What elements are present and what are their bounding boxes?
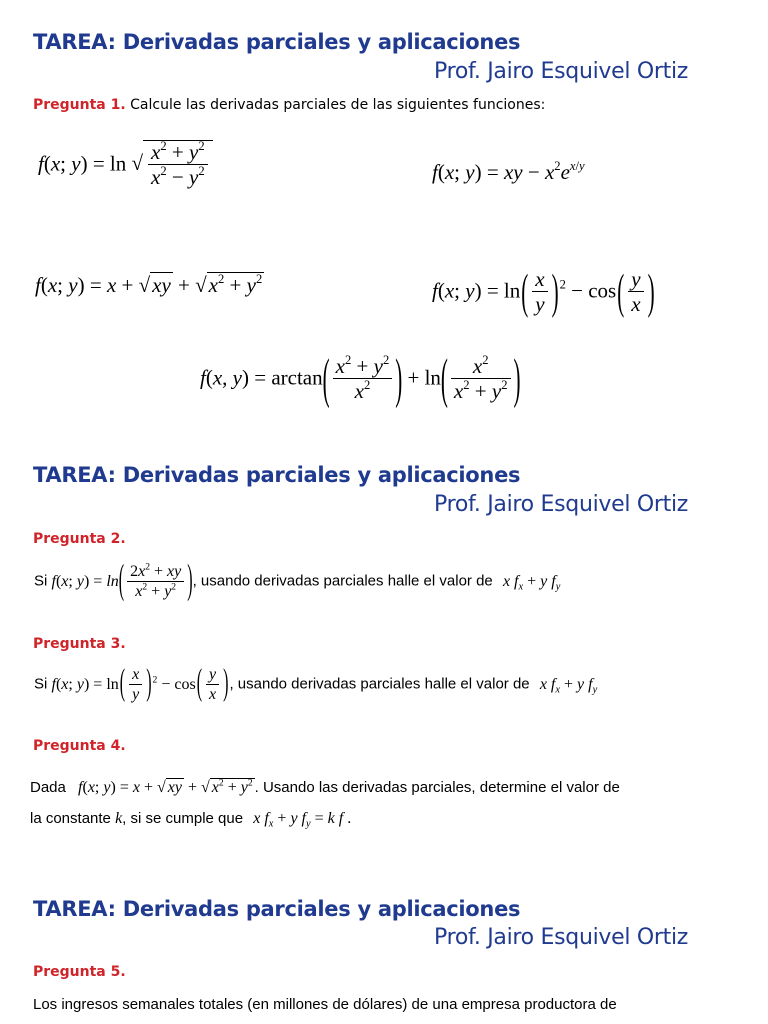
question-4-text2: la constante (30, 810, 111, 827)
formula-1a: f(x; y) = ln √ $\frac{x^2 + y^2}{x^2 - y^2}$ (38, 140, 213, 190)
formula-1d: f(x; y) = ln( $\frac{x}{y}$ )$^2$ − cos( $\frac{y}{x}$ ) (432, 263, 655, 320)
section-title-2: TAREA: Derivadas parciales y aplicaciones (33, 463, 521, 487)
question-3-text: Si f(x; y) = ln( $\frac{x}{y}$ )$^2$ − cos( $\frac{y}{x}$ ), usando derivadas parciales halle el valor de x $f_x + y$ $f_y$ (34, 664, 598, 704)
question-3-si: Si (34, 675, 48, 693)
question-2-body: , usando derivadas parciales halle el valor de (192, 572, 493, 590)
question-1-text: Calcule las derivadas parciales de las siguientes funciones: (130, 97, 546, 113)
question-5-text: Los ingresos semanales totales (en millones de dólares) de una empresa productora de (33, 996, 617, 1013)
question-1 (33, 97, 545, 113)
question-4-label: Pregunta 4. (33, 738, 126, 754)
professor-name-1: Prof. Jairo Esquivel Ortiz (434, 59, 689, 84)
question-4-line1: Dada f(x; y) = x + √ xy + √ $x^2 + y^2$ . Usando las derivadas parciales, determine el valor de (30, 777, 620, 796)
formula-1e: f(x, y) = arctan( $\frac{x^2 + y^2}{x^2}$ ) + ln( $\frac{x^2}{x^2 + y^2}$ ) (200, 347, 521, 410)
professor-name-3: Prof. Jairo Esquivel Ortiz (434, 925, 689, 950)
formula-1c: f(x; $y) = x + √xy + √x^2 + y^2$ (35, 272, 263, 297)
question-4-line2: la constante k, si se cumple que x $f_x + y$ $f_y = k$ f . (30, 810, 352, 830)
section-title-3: TAREA: Derivadas parciales y aplicaciones (33, 897, 521, 921)
question-3-label: Pregunta 3. (33, 636, 126, 652)
question-4-dada: Dada (30, 779, 66, 796)
question-2-text: Si f(x; y) = ln( $\frac{2x^2 + xy}{x^2 + y^2}$ ), usando derivadas parciales halle el valor de x $f_x + y$ $f_y$ (34, 558, 561, 603)
question-5-label: Pregunta 5. (33, 964, 126, 980)
section-title-1: TAREA: Derivadas parciales y aplicaciones (33, 30, 521, 54)
question-3-body: , usando derivadas parciales halle el valor de (229, 675, 530, 693)
professor-name-2: Prof. Jairo Esquivel Ortiz (434, 492, 689, 517)
question-2-si: Si (34, 572, 48, 590)
question-2-label: Pregunta 2. (33, 531, 126, 547)
formula-1b: f(x; y) = xy − $x^2e^{x/y}$ (432, 159, 585, 184)
question-1-label: Pregunta 1. (33, 97, 126, 113)
question-4-text3: , si se cumple que (122, 810, 244, 827)
question-4-text1: . Usando las derivadas parciales, determine el valor de (254, 779, 620, 796)
